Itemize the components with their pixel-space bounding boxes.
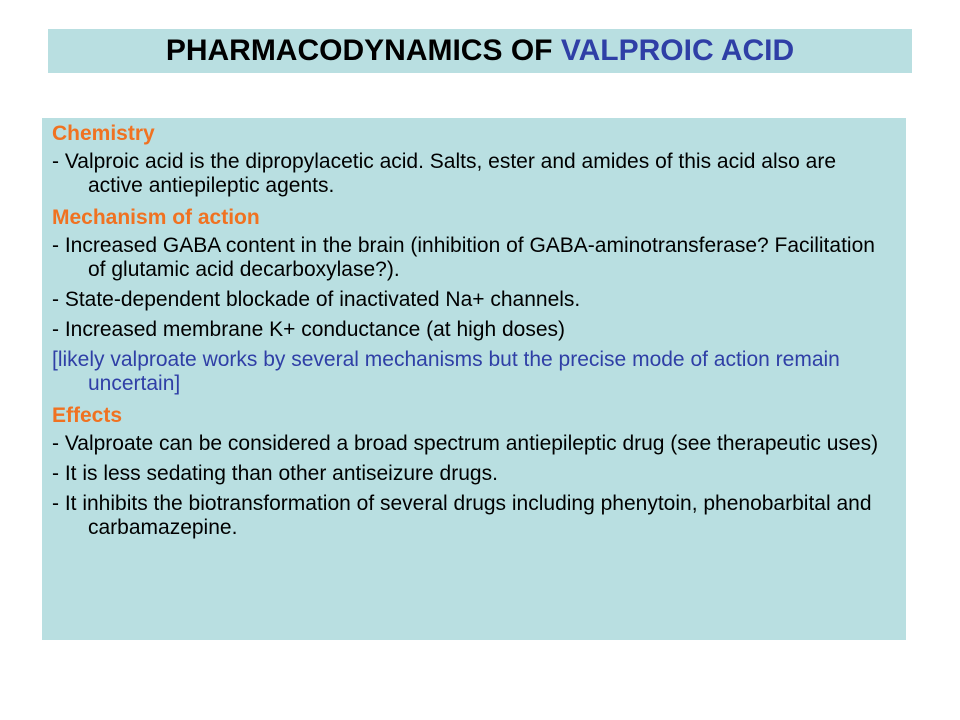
section-effects bbox=[52, 402, 886, 540]
bullet-paragraph: - Valproate can be considered a broad spectrum antiepileptic drug (see therapeutic uses) bbox=[52, 432, 879, 455]
bullet-paragraph: - It inhibits the biotransformation of several drugs including phenytoin, phenobarbital and carbamazepine. bbox=[52, 492, 872, 539]
bullet-paragraph: - Increased membrane K+ conductance (at high doses) bbox=[52, 318, 566, 341]
section-chemistry bbox=[52, 120, 886, 198]
section-heading: Effects bbox=[52, 404, 123, 427]
bullet-paragraph: - Valproic acid is the dipropylacetic acid. Salts, ester and amides of this acid also are active antiepileptic agents. bbox=[52, 150, 836, 197]
title-bar bbox=[48, 29, 912, 73]
bullet-paragraph: - State-dependent blockade of inactivated Na+ channels. bbox=[52, 288, 581, 311]
bullet-paragraph: - Increased GABA content in the brain (inhibition of GABA-aminotransferase? Facilitation of glutamic acid decarboxylase?). bbox=[52, 234, 875, 281]
slide-title bbox=[48, 32, 912, 70]
title-accent: VALPROIC ACID bbox=[560, 34, 795, 67]
content-panel bbox=[42, 118, 906, 640]
title-prefix: PHARMACODYNAMICS OF bbox=[165, 34, 553, 67]
bullet-paragraph: - It is less sedating than other antiseizure drugs. bbox=[52, 462, 498, 485]
section-mechanism bbox=[52, 204, 886, 396]
section-heading: Mechanism of action bbox=[52, 206, 260, 229]
section-heading: Chemistry bbox=[52, 122, 155, 145]
mechanism-note: [likely valproate works by several mechanisms but the precise mode of action remain uncertain] bbox=[52, 348, 840, 395]
